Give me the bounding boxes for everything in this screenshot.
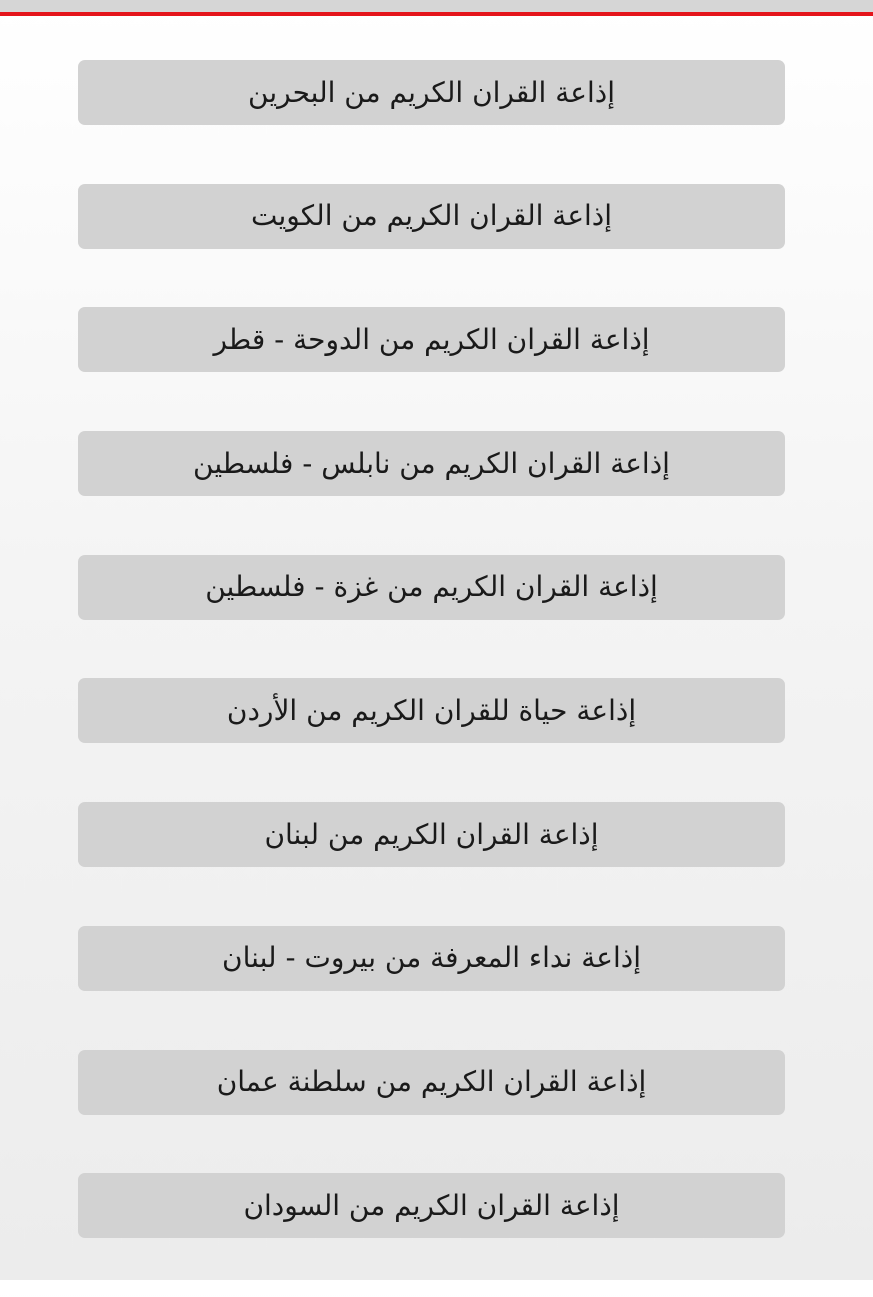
station-button-sudan[interactable]	[78, 1173, 785, 1238]
station-label: إذاعة حياة للقران الكريم من الأردن	[226, 693, 637, 727]
station-button-nablus-palestine[interactable]	[78, 431, 785, 496]
station-label: إذاعة القران الكريم من الدوحة - قطر	[213, 322, 650, 356]
top-accent-line	[0, 12, 873, 16]
station-button-kuwait[interactable]	[78, 184, 785, 249]
station-label: إذاعة القران الكريم من السودان	[243, 1188, 620, 1222]
top-bar	[0, 0, 873, 12]
station-label: إذاعة القران الكريم من سلطنة عمان	[216, 1065, 647, 1098]
station-button-bahrain[interactable]	[78, 60, 785, 125]
station-list	[78, 60, 785, 1297]
station-button-nidaa-beirut[interactable]	[78, 926, 785, 991]
station-label: إذاعة القران الكريم من البحرين	[248, 75, 615, 109]
station-label: إذاعة القران الكريم من نابلس - فلسطين	[193, 446, 670, 480]
station-button-doha-qatar[interactable]	[78, 307, 785, 372]
station-label: إذاعة القران الكريم من غزة - فلسطين	[205, 570, 658, 604]
station-label: إذاعة القران الكريم من الكويت	[250, 199, 613, 233]
station-button-lebanon[interactable]	[78, 802, 785, 867]
station-label: إذاعة القران الكريم من لبنان	[264, 817, 599, 851]
station-button-hayat-jordan[interactable]	[78, 678, 785, 743]
station-button-oman[interactable]	[78, 1050, 785, 1115]
station-button-gaza-palestine[interactable]	[78, 555, 785, 620]
station-label: إذاعة نداء المعرفة من بيروت - لبنان	[222, 941, 641, 975]
